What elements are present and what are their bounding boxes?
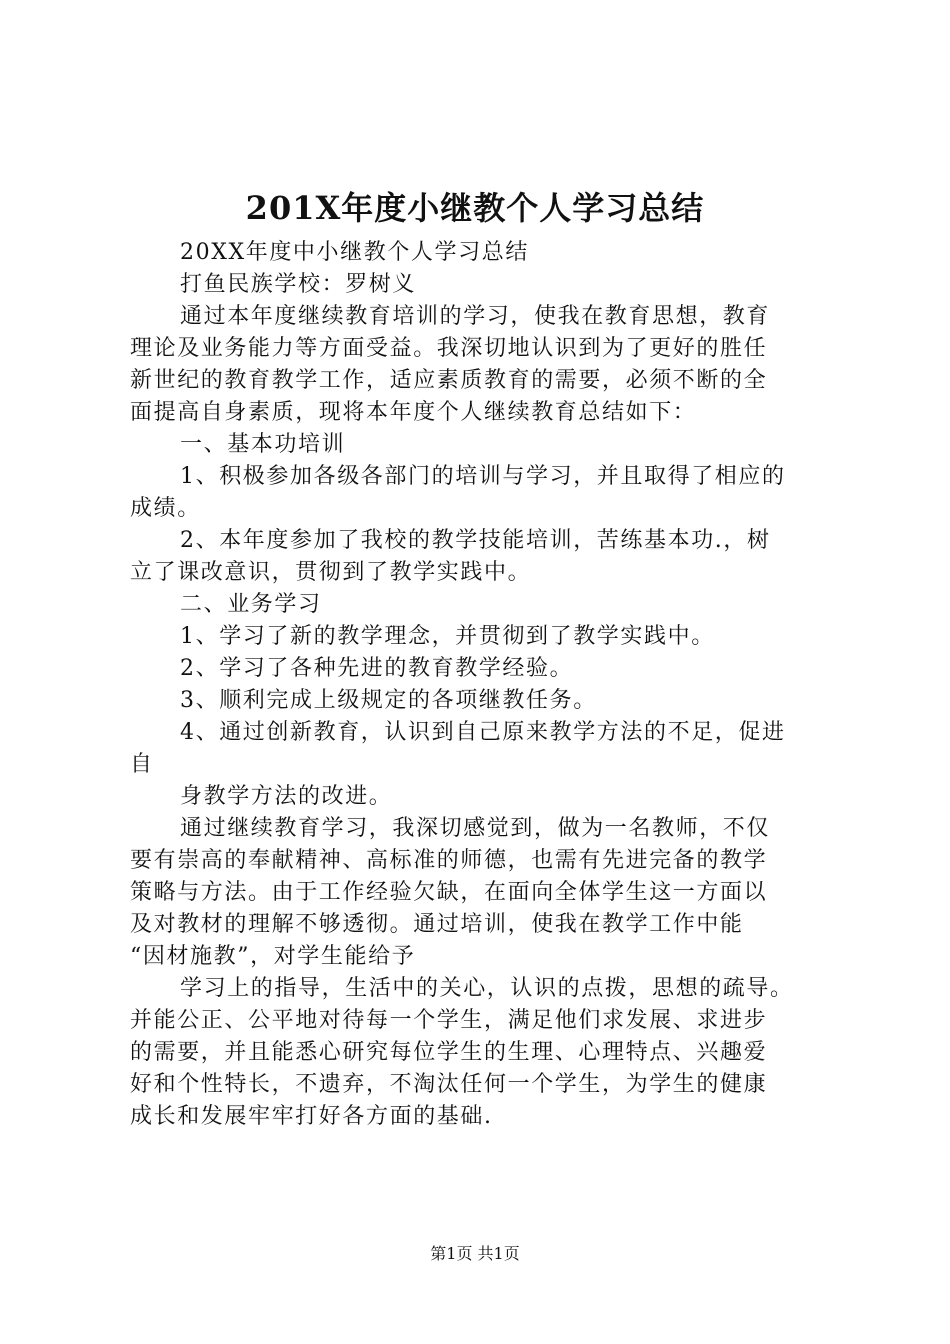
body-line: 1、学习了新的教学理念，并贯彻到了教学实践中。: [180, 624, 715, 649]
body-line: 的需要，并且能悉心研究每位学生的生理、心理特点、兴趣爱: [130, 1040, 768, 1065]
body-line: 1、积极参加各级各部门的培训与学习，并且取得了相应的: [180, 464, 786, 489]
body-line: “因材施教”，对学生能给予: [130, 944, 416, 969]
document-title: 201X年度小继教个人学习总结: [245, 189, 705, 227]
body-line: 通过本年度继续教育培训的学习，使我在教育思想，教育: [180, 304, 771, 329]
body-line: 20XX年度中小继教个人学习总结: [180, 240, 529, 265]
body-line: 3、顺利完成上级规定的各项继教任务。: [180, 688, 597, 713]
body-line: 立了课改意识，贯彻到了教学实践中。: [130, 560, 532, 585]
body-line: 4、通过创新教育，认识到自己原来教学方法的不足，促进: [180, 720, 786, 745]
body-line: 要有崇高的奉献精神、高标准的师德，也需有先进完备的教学: [130, 848, 768, 873]
body-line: 面提高自身素质，现将本年度个人继续教育总结如下：: [130, 400, 697, 425]
body-line: 学习上的指导，生活中的关心，认识的点拨，思想的疏导。: [180, 976, 794, 1001]
body-line: 好和个性特长，不遗弃，不淘汰任何一个学生，为学生的健康: [130, 1072, 768, 1097]
body-line: 并能公正、公平地对待每一个学生，满足他们求发展、求进步: [130, 1008, 768, 1033]
document-body: [130, 237, 840, 1133]
section-heading: 一、基本功培训: [180, 432, 346, 457]
body-line: 2、学习了各种先进的教育教学经验。: [180, 656, 574, 681]
body-line: 打鱼民族学校：罗树义: [180, 272, 417, 297]
page-footer: 第1页 共1页: [430, 1244, 520, 1263]
body-line: 身教学方法的改进。: [180, 784, 393, 809]
body-line: 新世纪的教育教学工作，适应素质教育的需要，必须不断的全: [130, 368, 768, 393]
section-heading: 二、业务学习: [180, 592, 322, 617]
body-line: 成绩。: [130, 496, 201, 521]
body-line: 2、本年度参加了我校的教学技能培训，苦练基本功.，树: [180, 528, 771, 553]
body-line: 理论及业务能力等方面受益。我深切地认识到为了更好的胜任: [130, 336, 768, 361]
body-line: 成长和发展牢牢打好各方面的基础.: [130, 1104, 493, 1129]
body-line: 通过继续教育学习，我深切感觉到，做为一名教师，不仅: [180, 816, 771, 841]
body-line: 及对教材的理解不够透彻。通过培训，使我在教学工作中能: [130, 912, 744, 937]
body-line: 策略与方法。由于工作经验欠缺，在面向全体学生这一方面以: [130, 880, 768, 905]
body-line: 自: [130, 752, 154, 777]
